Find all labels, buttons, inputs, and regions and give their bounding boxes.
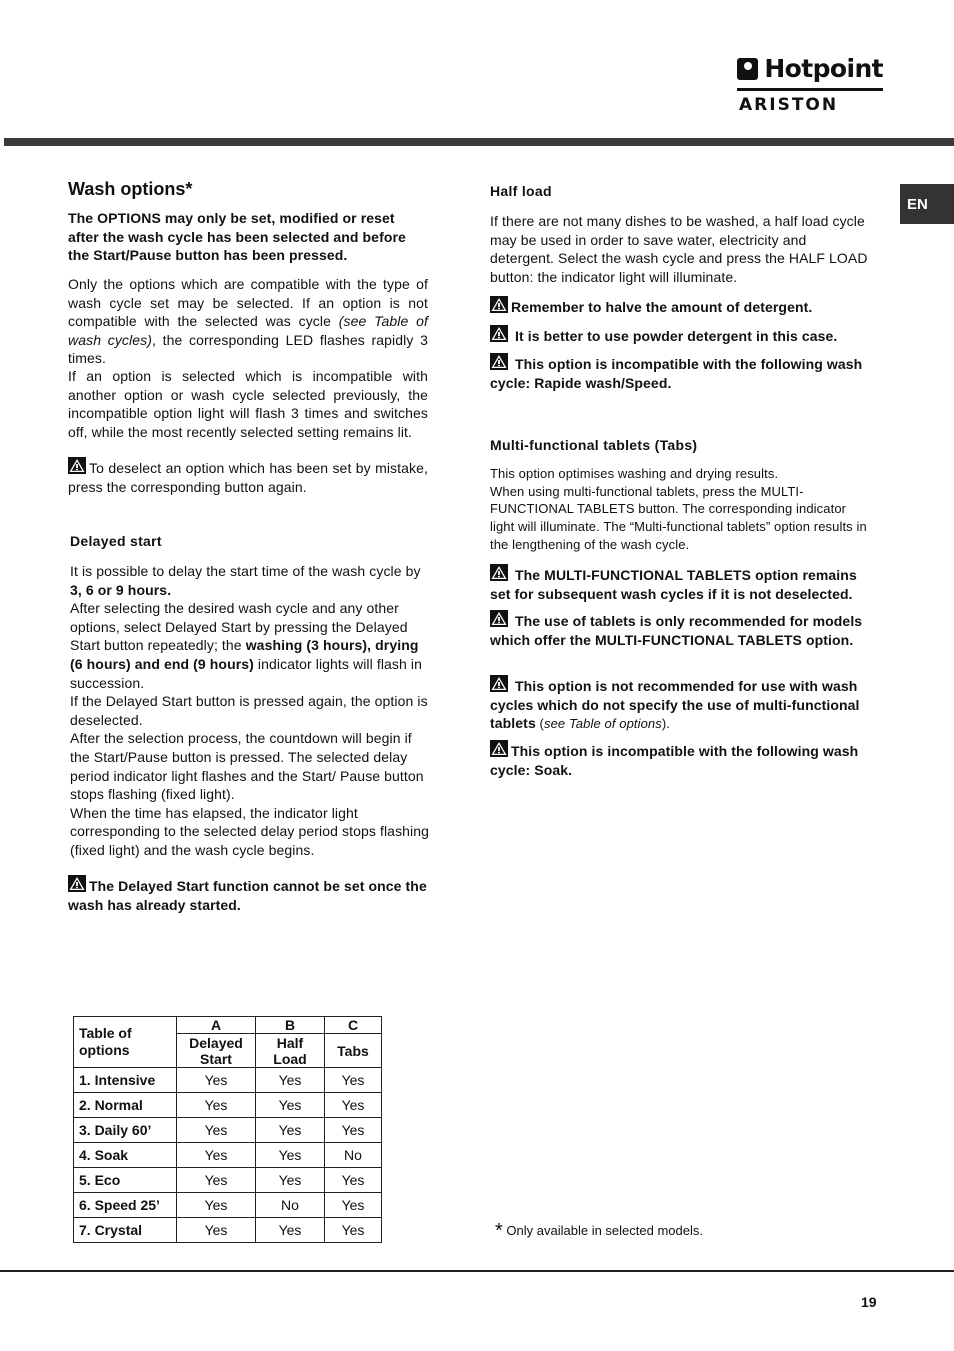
footnote (495, 1220, 703, 1243)
warning-icon (490, 675, 508, 692)
row-label: 4. Soak (74, 1143, 177, 1168)
tabs-w2-text: The use of tablets is only recommended for models which offer the MULTI-FUNCTIONAL TABLETS option. (490, 613, 863, 648)
tabs-w4-text: This option is incompatible with the following wash cycle: Soak. (490, 743, 859, 778)
footnote-star: * (495, 1220, 503, 1242)
options-paragraph-2: If an option is selected which is incompatible with another option or wash cycle selected previously, the incompatible option light will flash 3 times and switches off, while the most recently selected setting remains lit. (68, 368, 428, 440)
cell-a: Yes (177, 1218, 256, 1243)
options-table (73, 1016, 382, 1243)
table-letter-c: C (325, 1017, 382, 1034)
cell-a: Yes (177, 1093, 256, 1118)
half-load-text: If there are not many dishes to be washed, a half load cycle may be used in order to save water, electricity and detergent. Select the wash cycle and press the HALF LOAD button: the indicator light will illuminate. (490, 213, 868, 285)
cell-c: Yes (325, 1218, 382, 1243)
half-load-warning-3 (490, 353, 870, 392)
half-load-w1-text: Remember to halve the amount of detergent. (511, 299, 813, 315)
delayed-warning-text: The Delayed Start function cannot be set once the wash has already started. (68, 878, 427, 913)
cell-c: No (325, 1143, 382, 1168)
half-load-w3-text: This option is incompatible with the following wash cycle: Rapide wash/Speed. (490, 356, 863, 391)
intro-bold: The OPTIONS may only be set, modified or reset after the wash cycle has been selected and before the Start/Pause button has been pressed. (68, 210, 406, 264)
p1-text-italic: (see Table of wash cycles) (68, 313, 428, 348)
cell-b: No (256, 1193, 325, 1218)
tabs-text-1: This option optimises washing and drying results. (490, 466, 779, 481)
delayed-t2: After selecting the desired wash cycle and any other options, select Delayed Start by pressing the Delayed Start button repeatedly; the (70, 600, 408, 654)
cell-a: Yes (177, 1143, 256, 1168)
tabs-text-2: When using multi-functional tablets, press the MULTI-FUNCTIONAL TABLETS button. The corresponding indicator light will illuminate. The “Multi-functional tablets” option results in the lengthening of the wash cycle. (490, 483, 867, 552)
p1-text-a: Only the options which are compatible with the type of wash cycle set may be selected. If an option is not compatible with the selected was cycle (68, 276, 428, 330)
p1-text-b: , the corresponding LED flashes rapidly 3 times. (68, 331, 428, 367)
cell-b: Yes (256, 1218, 325, 1243)
cell-b: Yes (256, 1068, 325, 1093)
warning-icon (490, 353, 508, 370)
row-label: 7. Crystal (74, 1218, 177, 1243)
tabs-warning-1 (490, 564, 874, 603)
table-letter-b: B (256, 1017, 325, 1034)
brand-sub: ARISTON (739, 95, 839, 115)
brand-name: Hotpoint (764, 54, 883, 83)
tabs-warning-3 (490, 675, 870, 734)
table-col-half-load: Half Load (256, 1034, 325, 1068)
cell-c: Yes (325, 1093, 382, 1118)
table-col-delayed-start: Delayed Start (177, 1034, 256, 1068)
cell-c: Yes (325, 1168, 382, 1193)
tabs-heading: Multi-functional tablets (Tabs) (490, 437, 698, 453)
row-label: 6. Speed 25’ (74, 1193, 177, 1218)
table-row (74, 1168, 382, 1193)
table-letter-row (74, 1017, 382, 1034)
half-load-w2-text: It is better to use powder detergent in this case. (515, 328, 838, 344)
delayed-warning (68, 875, 428, 914)
tabs-warning-4 (490, 740, 870, 779)
table-row (74, 1068, 382, 1093)
options-paragraph-1 (68, 275, 428, 368)
cell-a: Yes (177, 1193, 256, 1218)
table-row (74, 1118, 382, 1143)
delayed-para-4: After the selection process, the countdown will begin if the Start/Pause button is pressed. The selected delay period indicator light flashes and the Start/ Pause button stops flashing (fixed light). (70, 730, 424, 803)
row-label: 3. Daily 60’ (74, 1118, 177, 1143)
footer-rule (0, 1270, 954, 1272)
tabs-w3-close: ). (661, 716, 671, 732)
half-load-heading: Half load (490, 183, 552, 199)
table-col-tabs: Tabs (325, 1034, 382, 1068)
tabs-warning-2 (490, 610, 870, 649)
cell-b: Yes (256, 1093, 325, 1118)
delayed-t2-bold: washing (3 hours), drying (6 hours) and end (9 hours) (70, 637, 419, 672)
delayed-start-heading: Delayed start (70, 533, 162, 549)
cell-b: Yes (256, 1118, 325, 1143)
tip-text: To deselect an option which has been set by mistake, press the corresponding button again. (68, 460, 428, 495)
table-letter-a: A (177, 1017, 256, 1034)
cell-c: Yes (325, 1118, 382, 1143)
tabs-w1-text: The MULTI-FUNCTIONAL TABLETS option remains set for subsequent wash cycles if it is not deselected. (490, 567, 857, 602)
tabs-w3-bold: This option is not recommended for use with wash cycles which do not specify the use of multi-functional tablets (490, 678, 860, 732)
cell-c: Yes (325, 1068, 382, 1093)
page-number: 19 (861, 1294, 877, 1310)
delayed-para-3: If the Delayed Start button is pressed again, the option is deselected. (70, 693, 428, 728)
table-corner: Table of options (74, 1017, 177, 1068)
tabs-w3-italic: see Table of options (543, 716, 662, 732)
delayed-para-5: When the time has elapsed, the indicator light corresponding to the selected delay period stops flashing (fixed light) and the wash cycle begins. (70, 804, 430, 858)
warning-icon (490, 564, 508, 581)
warning-icon (490, 740, 508, 757)
cell-b: Yes (256, 1143, 325, 1168)
warning-icon (490, 325, 508, 342)
brand-logo (737, 56, 883, 114)
language-tab: EN (900, 184, 954, 224)
delayed-para-1 (70, 562, 430, 599)
delayed-t1: It is possible to delay the start time of the wash cycle by (70, 563, 421, 579)
tabs-w3-open: ( (535, 716, 544, 732)
table-row (74, 1218, 382, 1243)
table-row (74, 1143, 382, 1168)
delayed-t1-bold: 3, 6 or 9 hours. (70, 581, 172, 598)
deselect-tip (68, 457, 428, 496)
warning-icon (68, 457, 86, 474)
brand-rule (737, 88, 883, 91)
section-title: Wash options* (68, 179, 193, 199)
delayed-para-2 (70, 599, 430, 692)
header-bar (4, 138, 954, 146)
half-load-warning-1 (490, 296, 870, 317)
row-label: 5. Eco (74, 1168, 177, 1193)
table-row (74, 1193, 382, 1218)
warning-icon (490, 610, 508, 627)
cell-a: Yes (177, 1168, 256, 1193)
brand-mark-icon (737, 58, 758, 80)
delayed-start-text (70, 562, 430, 860)
row-label: 2. Normal (74, 1093, 177, 1118)
footnote-text: Only available in selected models. (506, 1223, 703, 1238)
tabs-text (490, 465, 872, 554)
delayed-t2-end: indicator lights will flash in succession. (70, 655, 422, 691)
cell-c: Yes (325, 1193, 382, 1218)
warning-icon (490, 296, 508, 313)
cell-a: Yes (177, 1068, 256, 1093)
cell-a: Yes (177, 1118, 256, 1143)
half-load-warning-2 (490, 325, 870, 346)
table-row (74, 1093, 382, 1118)
row-label: 1. Intensive (74, 1068, 177, 1093)
warning-icon (68, 875, 86, 892)
cell-b: Yes (256, 1168, 325, 1193)
